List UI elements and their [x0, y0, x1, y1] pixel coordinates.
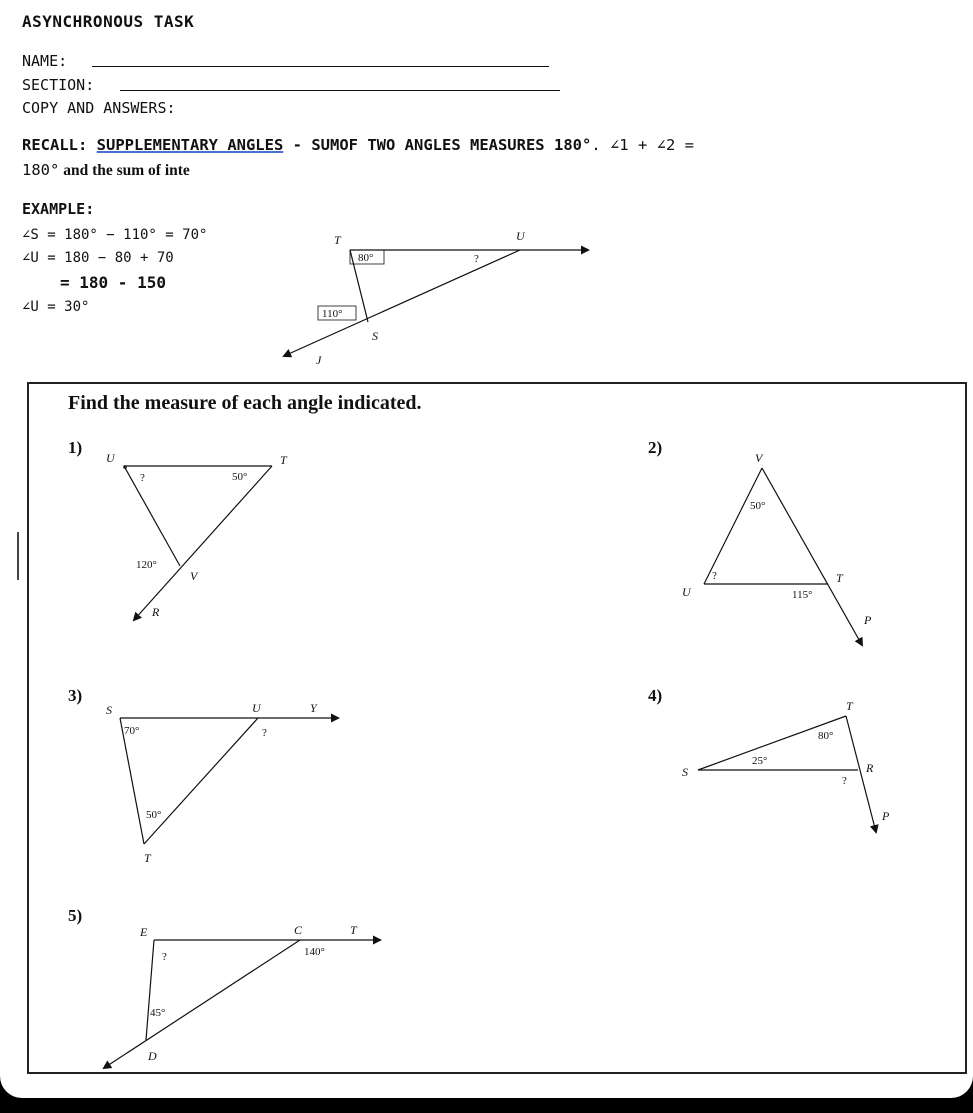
p2-label-v: V — [755, 451, 763, 465]
p5-label-e: E — [140, 925, 148, 939]
p1-label-v: V — [190, 569, 198, 583]
p5-label-d: D — [148, 1049, 157, 1063]
p2-label-u: U — [682, 585, 691, 599]
example-label-t: T — [334, 233, 341, 247]
example-label-s: S — [372, 329, 378, 343]
recall-line2-text: and the sum of inte — [63, 162, 190, 179]
recall-formula: . ∠1 + ∠2 = — [591, 136, 694, 154]
problem-4-number: 4) — [648, 686, 663, 705]
p1-angle-v: 120° — [136, 559, 157, 571]
p4-angle-t: 80° — [818, 730, 834, 742]
recall-line2-value: 180° — [22, 161, 60, 179]
p2-label-p: P — [864, 613, 872, 627]
example-angle-u: ? — [474, 253, 479, 265]
p4-label-r: R — [866, 761, 874, 775]
copy-answers-label: COPY AND ANSWERS: — [22, 99, 176, 117]
p2-angle-t: 115° — [792, 589, 813, 601]
example-angle-s: 110° — [322, 308, 343, 320]
problem-2-number: 2) — [648, 438, 663, 457]
name-label: NAME: — [22, 52, 68, 70]
recall-term: SUPPLEMENTARY ANGLES — [96, 136, 284, 154]
p2-angle-v: 50° — [750, 500, 766, 512]
p5-label-t: T — [350, 923, 357, 937]
p3-angle-s: 70° — [124, 725, 140, 737]
p3-label-u: U — [252, 701, 261, 715]
recall-desc: SUMOF TWO ANGLES MEASURES — [311, 136, 545, 154]
p1-angle-t: 50° — [232, 471, 248, 483]
recall-dash: - — [292, 136, 302, 154]
problem-2-figure — [704, 468, 862, 645]
example-label-j: J — [316, 353, 322, 367]
p3-label-t: T — [144, 851, 151, 865]
p3-label-y: Y — [310, 701, 317, 715]
example-label-u: U — [516, 229, 525, 243]
p1-label-r: R — [152, 605, 160, 619]
p1-label-u: U — [106, 451, 115, 465]
task-title: ASYNCHRONOUS TASK — [22, 12, 195, 31]
p3-label-s: S — [106, 703, 112, 717]
p3-angle-u: ? — [262, 727, 267, 739]
example-heading: EXAMPLE: — [22, 200, 95, 218]
p5-angle-c: 140° — [304, 946, 325, 958]
problem-3-figure — [120, 718, 338, 844]
section-label: SECTION: — [22, 76, 95, 94]
problem-1-figure — [124, 466, 272, 620]
example-eq-1: ∠S = 180° − 110° = 70° — [22, 227, 208, 243]
p5-angle-e: ? — [162, 951, 167, 963]
instruction-text: Find the measure of each angle indicated. — [68, 392, 422, 414]
p3-angle-t: 50° — [146, 809, 162, 821]
example-angle-t: 80° — [358, 252, 374, 264]
p5-angle-d: 45° — [150, 1007, 166, 1019]
problem-1-number: 1) — [68, 438, 83, 457]
p4-angle-s: 25° — [752, 755, 768, 767]
recall-value: 180° — [553, 136, 592, 154]
p4-label-t: T — [846, 699, 853, 713]
p4-label-p: P — [882, 809, 890, 823]
example-eq-4: ∠U = 30° — [22, 299, 90, 315]
example-eq-3: = 180 - 150 — [60, 273, 166, 292]
problem-3-number: 3) — [68, 686, 83, 705]
problem-5-number: 5) — [68, 906, 83, 925]
recall-lead: RECALL: — [22, 136, 88, 154]
p1-label-t: T — [280, 453, 287, 467]
p5-label-c: C — [294, 923, 303, 937]
p2-angle-u: ? — [712, 570, 717, 582]
example-eq-2: ∠U = 180 − 80 + 70 — [22, 250, 174, 266]
problem-5-figure — [104, 940, 380, 1068]
example-figure — [284, 250, 588, 356]
p4-angle-r: ? — [842, 775, 847, 787]
problem-4-figure — [698, 716, 876, 832]
p1-angle-u: ? — [140, 472, 145, 484]
p2-label-t: T — [836, 571, 843, 585]
p4-label-s: S — [682, 765, 688, 779]
